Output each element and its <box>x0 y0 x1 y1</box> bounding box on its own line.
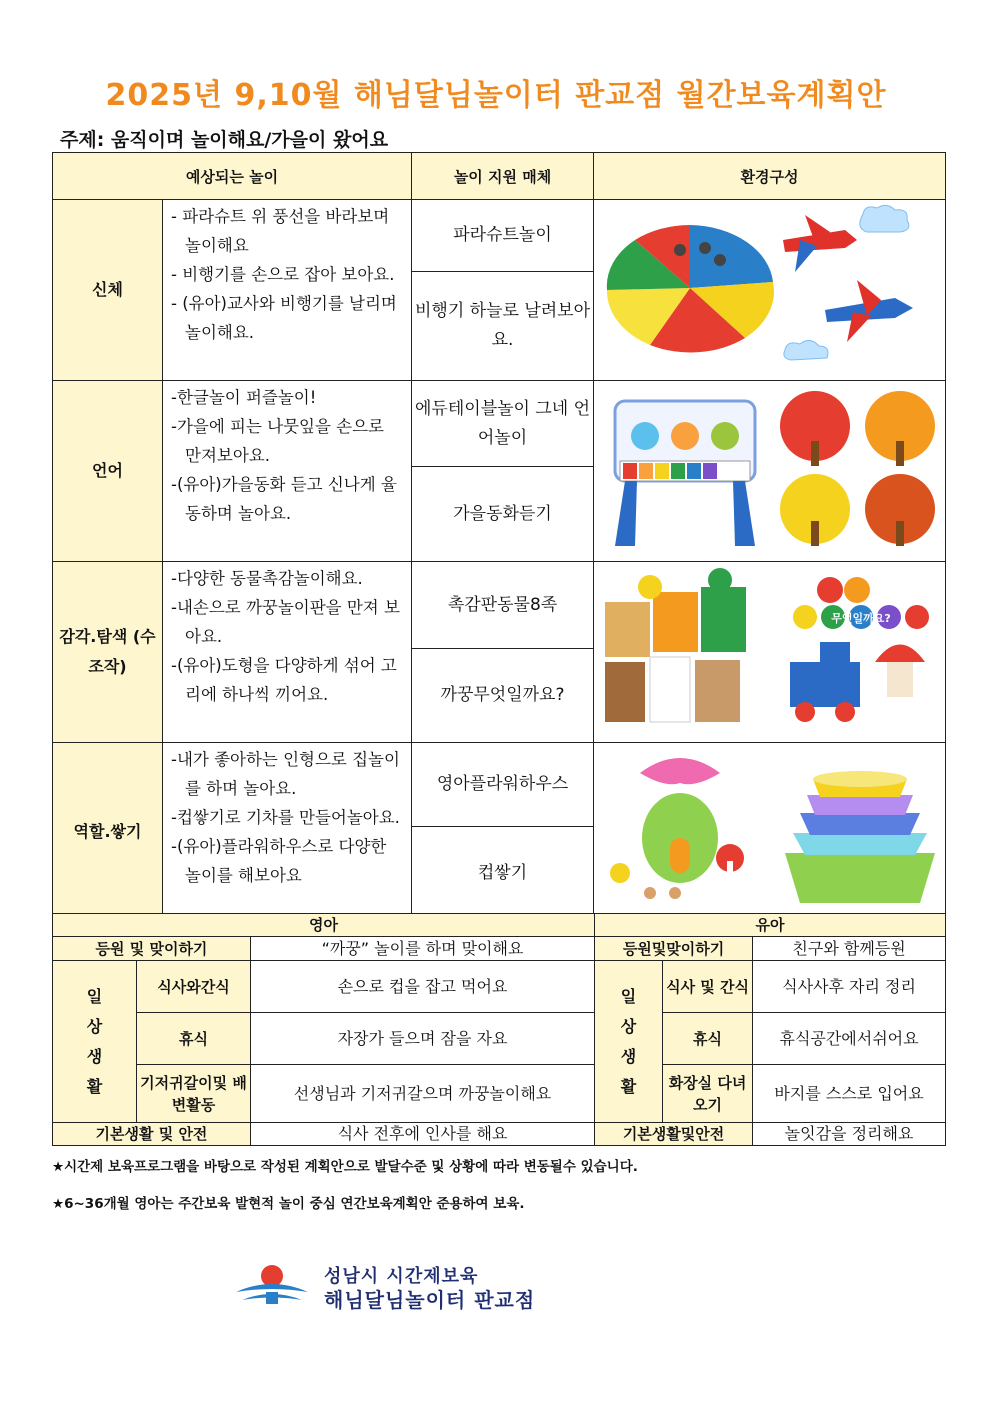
airplane-blue-icon <box>783 280 912 360</box>
toddler-basic-label: 기본생활및안전 <box>595 1123 753 1146</box>
parachute-icon <box>606 225 773 352</box>
category-role-stacking: 역할.쌓기 <box>53 743 163 921</box>
play-item: - (유아)교사와 비행기를 날리며 놀이해요. <box>171 294 397 342</box>
infant-daily-label: 일 상 생 활 <box>53 961 137 1123</box>
organization-logo <box>232 1262 682 1312</box>
airplane-red-icon <box>783 205 909 272</box>
category-sensory: 감각.탐색 (수조작) <box>53 562 163 743</box>
environment-images <box>594 200 946 381</box>
note-2: ★6~36개월 영아는 주간보육 발현적 놀이 중심 연간보육계획안 준용하여 보육. <box>52 1196 525 1212</box>
edutable-leaves-image <box>595 381 945 556</box>
environment-images <box>594 562 946 743</box>
play-item: -내손으로 까꿍놀이판을 만져 보아요. <box>171 598 400 646</box>
tactile-train-image <box>595 562 945 737</box>
support-item: 까꿍무엇일까요? <box>412 649 594 743</box>
play-item: -(유아)도형을 다양하게 섞어 고리에 하나씩 끼어요. <box>171 656 397 704</box>
stacking-cups-icon <box>785 771 935 903</box>
play-item: -(유아)플라워하우스로 다양한 놀이를 해보아요 <box>171 837 387 885</box>
play-item: -내가 좋아하는 인형으로 집놀이를 하며 놀아요. <box>171 750 400 798</box>
support-item: 에듀테이블놀이 그네 언어놀이 <box>412 381 594 467</box>
toddler-basic: 놀잇감을 정리해요 <box>753 1123 946 1146</box>
infant-basic: 식사 전후에 인사를 해요 <box>251 1123 595 1146</box>
infant-meal-label: 식사와간식 <box>137 961 251 1013</box>
flowerhouse-cups-image <box>595 743 945 915</box>
infant-arrival-label: 등원 및 맞이하기 <box>53 937 251 961</box>
autumn-leaves-icon <box>775 383 941 553</box>
play-item: -(유아)가을동화 듣고 신나게 율동하며 놀아요. <box>171 475 397 523</box>
daily-life-table <box>52 913 946 1146</box>
theme-text: 주제: 움직이며 놀이해요/가을이 왔어요 <box>60 129 389 151</box>
note-1: ★시간제 보육프로그램을 바탕으로 작성된 계획안으로 발달수준 및 상황에 따라 변동될수 있습니다. <box>52 1159 638 1175</box>
toddler-arrival-label: 등원및맞이하기 <box>595 937 753 961</box>
flower-house-icon <box>610 758 744 899</box>
toddler-toilet: 바지를 스스로 입어요 <box>753 1065 946 1123</box>
toddler-meal-label: 식사 및 간식 <box>663 961 753 1013</box>
tactile-board-icon <box>605 568 746 722</box>
toddler-daily-label: 일 상 생 활 <box>595 961 663 1123</box>
support-item: 비행기 하늘로 날려보아요. <box>412 271 594 380</box>
infant-arrival: “까꿍” 놀이를 하며 맞이해요 <box>251 937 595 961</box>
parachute-airplane-image <box>595 200 945 375</box>
play-item: - 파라슈트 위 풍선을 바라보며 놀이해요 <box>171 207 390 255</box>
header-expected-play: 예상되는 놀이 <box>53 153 412 200</box>
infant-basic-label: 기본생활 및 안전 <box>53 1123 251 1146</box>
infant-diaper: 선생님과 기저귀갈으며 까꿍놀이해요 <box>251 1065 595 1123</box>
support-item: 영아플라워하우스 <box>412 743 594 827</box>
infant-rest-label: 휴식 <box>137 1013 251 1065</box>
play-item: -컵쌓기로 기차를 만들어놀아요. <box>171 808 400 827</box>
environment-images <box>594 381 946 562</box>
toddler-rest: 휴식공간에서쉬어요 <box>753 1013 946 1065</box>
play-item: - 비행기를 손으로 잡아 보아요. <box>171 265 395 284</box>
infant-meal: 손으로 컵을 잡고 먹어요 <box>251 961 595 1013</box>
logo-line-1: 성남시 시간제보육 <box>324 1266 479 1287</box>
infant-diaper-label: 기저귀갈이및 배변활동 <box>137 1065 251 1123</box>
page-title: 2025년 9,10월 해님달님놀이터 판교점 월간보육계획안 <box>105 78 887 113</box>
play-item: -한글놀이 퍼즐놀이! <box>171 388 317 407</box>
toddler-toilet-label: 화장실 다녀오기 <box>663 1065 753 1123</box>
support-item: 파라슈트놀이 <box>412 200 594 272</box>
support-item: 촉감판동물8족 <box>412 562 594 649</box>
logo-line-2: 해님달님놀이터 판교점 <box>324 1288 536 1312</box>
play-item: -가을에 피는 나뭇잎을 손으로 만져보아요. <box>171 417 384 465</box>
category-physical: 신체 <box>53 200 163 381</box>
toddler-arrival: 친구와 함께등원 <box>753 937 946 961</box>
infant-rest: 자장가 들으며 잠을 자요 <box>251 1013 595 1065</box>
seongnam-logo-icon <box>232 1262 312 1308</box>
header-support: 놀이 지원 매체 <box>412 153 594 200</box>
toddler-header: 유아 <box>595 914 946 937</box>
category-language: 언어 <box>53 381 163 562</box>
image-word-peekaboo: 까꿍 <box>818 584 843 598</box>
peekaboo-train-icon <box>790 577 929 722</box>
support-item: 컵쌓기 <box>412 827 594 921</box>
support-item: 가을동화듣기 <box>412 467 594 562</box>
play-item: -다양한 동물촉감놀이해요. <box>171 569 363 588</box>
toddler-rest-label: 휴식 <box>663 1013 753 1065</box>
image-word-what: 무엇일까요? <box>830 612 891 625</box>
play-list <box>163 381 412 562</box>
play-list <box>163 200 412 381</box>
header-environment: 환경구성 <box>594 153 946 200</box>
infant-header: 영아 <box>53 914 595 937</box>
play-list <box>163 743 412 921</box>
play-list <box>163 562 412 743</box>
edutable-icon <box>615 401 755 546</box>
play-plan-table <box>52 152 946 921</box>
environment-images <box>594 743 946 921</box>
toddler-meal: 식사사후 자리 정리 <box>753 961 946 1013</box>
